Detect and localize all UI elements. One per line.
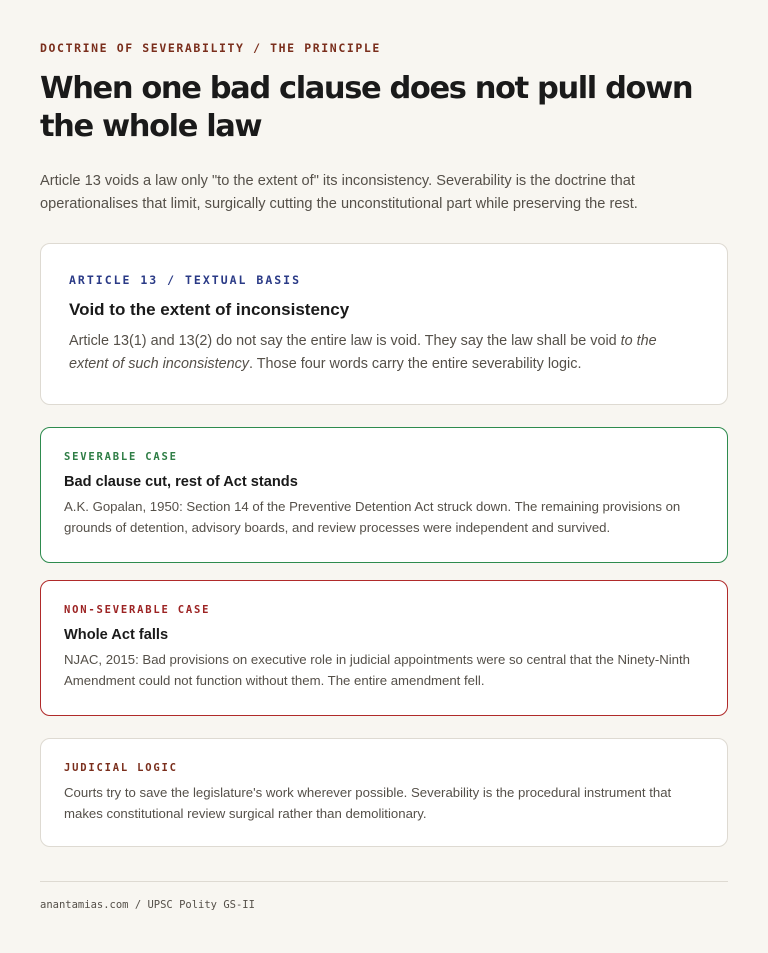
card-body: A.K. Gopalan, 1950: Section 14 of the Preventive Detention Act struck down. The remaining provisions on grounds of detention, advisory boards, and review processes were independent and survived. (64, 499, 681, 535)
article-13-card (40, 243, 728, 405)
card-heading: Whole Act falls (64, 627, 169, 643)
eyebrow-label: DOCTRINE OF SEVERABILITY / THE PRINCIPLE (40, 41, 381, 55)
card-label: SEVERABLE CASE (64, 451, 178, 463)
judicial-logic-card (40, 738, 728, 847)
severable-case-card (40, 427, 728, 563)
card-body: Courts try to save the legislature's work wherever possible. Severability is the procedural instrument that makes constitutional review surgical rather than demolitionary. (64, 785, 672, 821)
footer-divider (40, 881, 728, 882)
card-body-text: Article 13(1) and 13(2) do not say the entire law is void. They say the law shall be void (69, 333, 621, 349)
footer-credit: anantamias.com / UPSC Polity GS-II (40, 899, 255, 911)
card-heading: Bad clause cut, rest of Act stands (64, 474, 298, 490)
card-label: JUDICIAL LOGIC (64, 762, 178, 774)
intro-paragraph: Article 13 voids a law only "to the extent of" its inconsistency. Severability is the doctrine that operationalises that limit, surgically cutting the unconstitutional part while preserving the rest. (40, 173, 638, 212)
card-label: ARTICLE 13 / TEXTUAL BASIS (69, 273, 302, 287)
card-body (69, 330, 699, 376)
non-severable-case-card (40, 580, 728, 716)
card-label: NON-SEVERABLE CASE (64, 604, 211, 616)
card-heading: Void to the extent of inconsistency (69, 300, 350, 319)
card-body-emphasis: to the extent of such inconsistency (69, 333, 657, 372)
card-body-text-end: . Those four words carry the entire severability logic. (248, 356, 582, 372)
card-body: NJAC, 2015: Bad provisions on executive role in judicial appointments were so central that the Ninety-Ninth Amendment could not function without them. The entire amendment fell. (64, 652, 691, 688)
page-title: When one bad clause does not pull down the whole law (40, 71, 693, 144)
